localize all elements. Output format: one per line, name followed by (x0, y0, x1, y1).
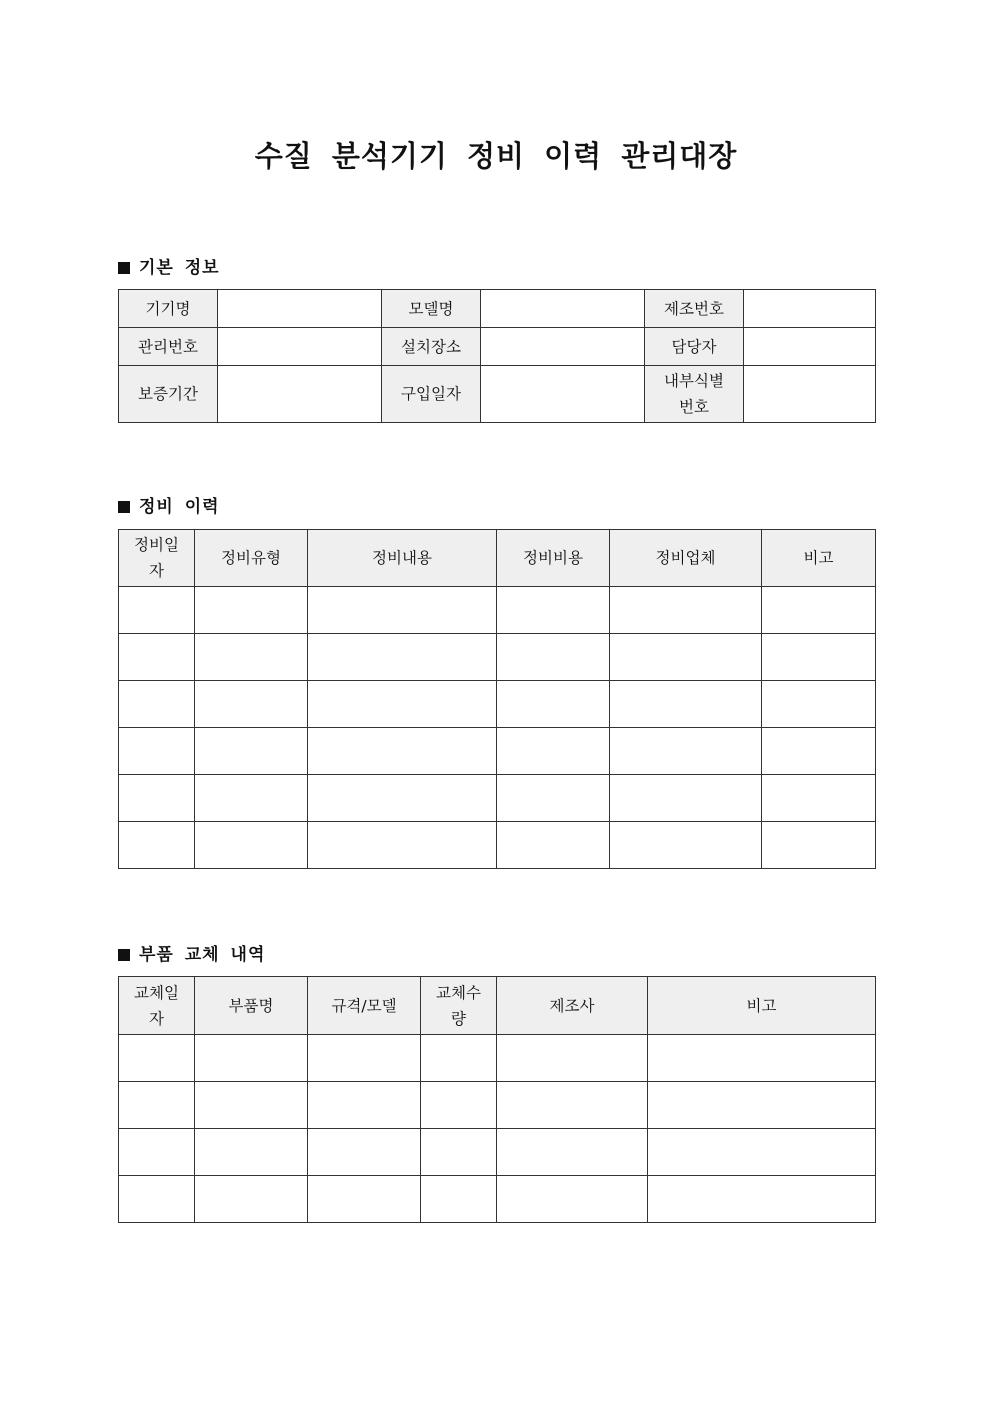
value-purchase-date[interactable] (481, 366, 645, 423)
cell-maintenance-content[interactable] (308, 822, 497, 869)
section-maintenance-heading (118, 492, 220, 517)
parts-table (118, 976, 876, 1223)
cell-replacement-quantity[interactable] (421, 1082, 497, 1129)
table-row (119, 728, 876, 775)
section-maintenance-label: 정비 이력 (139, 497, 220, 517)
label-serial-number: 제조번호 (645, 290, 744, 328)
cell-maintenance-vendor[interactable] (610, 681, 762, 728)
table-row (119, 1035, 876, 1082)
cell-replacement-date[interactable] (119, 1082, 195, 1129)
cell-maintenance-type[interactable] (195, 587, 308, 634)
cell-maintenance-content[interactable] (308, 681, 497, 728)
square-bullet-icon (118, 949, 130, 961)
label-device-name: 기기명 (119, 290, 218, 328)
table-row (119, 775, 876, 822)
cell-manufacturer[interactable] (497, 1035, 648, 1082)
table-row (119, 1176, 876, 1223)
cell-remarks[interactable] (762, 681, 876, 728)
header-replacement-quantity: 교체수량 (421, 977, 497, 1035)
basic-info-table (118, 289, 876, 423)
header-remarks: 비고 (762, 530, 876, 587)
header-maintenance-date: 정비일자 (119, 530, 195, 587)
value-device-name[interactable] (218, 290, 382, 328)
label-model-name: 모델명 (382, 290, 481, 328)
cell-maintenance-date[interactable] (119, 822, 195, 869)
square-bullet-icon (118, 501, 130, 513)
cell-maintenance-cost[interactable] (497, 728, 610, 775)
cell-maintenance-content[interactable] (308, 775, 497, 822)
cell-maintenance-type[interactable] (195, 681, 308, 728)
cell-maintenance-type[interactable] (195, 728, 308, 775)
cell-maintenance-cost[interactable] (497, 775, 610, 822)
value-install-location[interactable] (481, 328, 645, 366)
cell-maintenance-content[interactable] (308, 728, 497, 775)
label-warranty-period: 보증기간 (119, 366, 218, 423)
header-maintenance-cost: 정비비용 (497, 530, 610, 587)
table-row (119, 1082, 876, 1129)
maintenance-table-body (119, 530, 876, 869)
cell-remarks[interactable] (648, 1129, 876, 1176)
cell-maintenance-vendor[interactable] (610, 822, 762, 869)
cell-part-name[interactable] (195, 1176, 308, 1223)
table-row (119, 366, 876, 423)
cell-remarks[interactable] (648, 1035, 876, 1082)
cell-replacement-quantity[interactable] (421, 1035, 497, 1082)
cell-spec-model[interactable] (308, 1176, 421, 1223)
cell-replacement-date[interactable] (119, 1176, 195, 1223)
cell-maintenance-cost[interactable] (497, 634, 610, 681)
square-bullet-icon (118, 262, 130, 274)
table-row (119, 634, 876, 681)
cell-maintenance-vendor[interactable] (610, 634, 762, 681)
cell-maintenance-date[interactable] (119, 775, 195, 822)
cell-spec-model[interactable] (308, 1035, 421, 1082)
label-management-number: 관리번호 (119, 328, 218, 366)
page-title: 수질 분석기기 정비 이력 관리대장 (254, 139, 738, 173)
cell-maintenance-cost[interactable] (497, 681, 610, 728)
cell-part-name[interactable] (195, 1035, 308, 1082)
label-internal-id: 내부식별번호 (645, 366, 744, 423)
cell-maintenance-date[interactable] (119, 587, 195, 634)
header-maintenance-vendor: 정비업체 (610, 530, 762, 587)
value-management-number[interactable] (218, 328, 382, 366)
section-parts-heading (118, 940, 265, 965)
table-row (119, 681, 876, 728)
value-internal-id[interactable] (744, 366, 876, 423)
value-model-name[interactable] (481, 290, 645, 328)
cell-part-name[interactable] (195, 1082, 308, 1129)
cell-maintenance-type[interactable] (195, 634, 308, 681)
cell-manufacturer[interactable] (497, 1176, 648, 1223)
maintenance-table (118, 529, 876, 869)
table-header-row (119, 977, 876, 1035)
table-row (119, 822, 876, 869)
header-remarks: 비고 (648, 977, 876, 1035)
cell-maintenance-vendor[interactable] (610, 775, 762, 822)
cell-remarks[interactable] (762, 587, 876, 634)
value-person-in-charge[interactable] (744, 328, 876, 366)
cell-remarks[interactable] (648, 1082, 876, 1129)
value-serial-number[interactable] (744, 290, 876, 328)
section-basic-info-label: 기본 정보 (139, 258, 220, 278)
cell-replacement-quantity[interactable] (421, 1176, 497, 1223)
table-row (119, 1129, 876, 1176)
cell-manufacturer[interactable] (497, 1129, 648, 1176)
cell-spec-model[interactable] (308, 1129, 421, 1176)
label-person-in-charge: 담당자 (645, 328, 744, 366)
table-header-row (119, 530, 876, 587)
section-parts-label: 부품 교체 내역 (139, 945, 266, 965)
header-manufacturer: 제조사 (497, 977, 648, 1035)
cell-replacement-date[interactable] (119, 1129, 195, 1176)
table-row (119, 328, 876, 366)
value-warranty-period[interactable] (218, 366, 382, 423)
label-install-location: 설치장소 (382, 328, 481, 366)
header-spec-model: 규격/모델 (308, 977, 421, 1035)
cell-maintenance-content[interactable] (308, 634, 497, 681)
section-basic-info-heading (118, 253, 220, 278)
table-row (119, 587, 876, 634)
cell-maintenance-vendor[interactable] (610, 728, 762, 775)
cell-remarks[interactable] (762, 728, 876, 775)
header-part-name: 부품명 (195, 977, 308, 1035)
cell-maintenance-date[interactable] (119, 728, 195, 775)
cell-replacement-quantity[interactable] (421, 1129, 497, 1176)
cell-maintenance-date[interactable] (119, 681, 195, 728)
cell-maintenance-type[interactable] (195, 822, 308, 869)
cell-remarks[interactable] (762, 822, 876, 869)
cell-maintenance-vendor[interactable] (610, 587, 762, 634)
cell-maintenance-date[interactable] (119, 634, 195, 681)
cell-maintenance-type[interactable] (195, 775, 308, 822)
cell-remarks[interactable] (762, 775, 876, 822)
cell-part-name[interactable] (195, 1129, 308, 1176)
cell-maintenance-cost[interactable] (497, 822, 610, 869)
header-replacement-date: 교체일자 (119, 977, 195, 1035)
cell-maintenance-content[interactable] (308, 587, 497, 634)
cell-remarks[interactable] (648, 1176, 876, 1223)
table-row (119, 290, 876, 328)
parts-table-body (119, 977, 876, 1223)
label-purchase-date: 구입일자 (382, 366, 481, 423)
cell-replacement-date[interactable] (119, 1035, 195, 1082)
cell-remarks[interactable] (762, 634, 876, 681)
cell-manufacturer[interactable] (497, 1082, 648, 1129)
header-maintenance-type: 정비유형 (195, 530, 308, 587)
cell-maintenance-cost[interactable] (497, 587, 610, 634)
header-maintenance-content: 정비내용 (308, 530, 497, 587)
cell-spec-model[interactable] (308, 1082, 421, 1129)
